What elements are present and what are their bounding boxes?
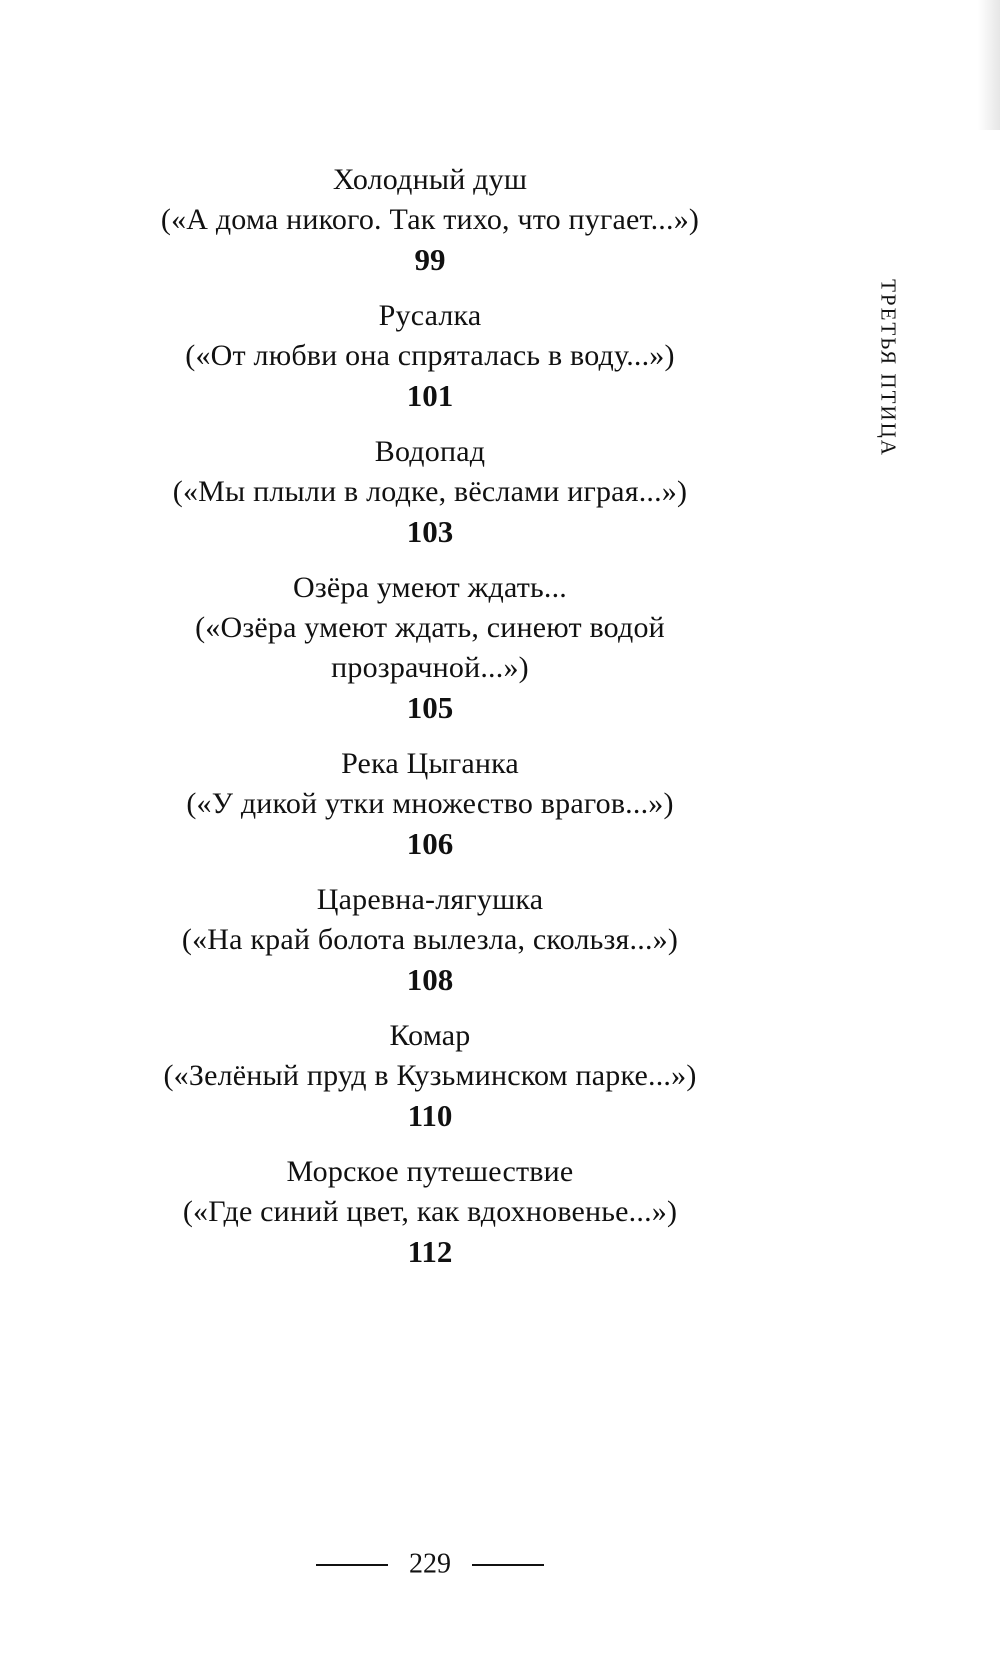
poem-first-line: («Зелёный пруд в Кузьминском парке...») [163,1059,697,1092]
page-number: 103 [406,514,454,549]
poem-title: Морское путешествие [286,1155,574,1188]
poem-title: Озёра умеют ждать... [293,571,567,604]
poem-title: Русалка [378,299,482,332]
toc-entry [110,880,750,1000]
poem-title: Холодный душ [332,163,528,196]
page-number: 101 [406,378,454,413]
page-number: 105 [406,690,454,725]
poem-first-line: («Мы плыли в лодке, вёслами играя...») [172,475,688,508]
toc-entry [110,1152,750,1272]
page-number: 106 [406,826,454,861]
page-number: 112 [407,1234,453,1269]
toc-entry [110,1016,750,1136]
toc-entry [110,160,750,280]
folio-number: 229 [409,1548,451,1580]
page-number: 110 [407,1098,453,1133]
poem-first-line: («У дикой утки множество врагов...») [186,787,674,820]
toc-entry [110,744,750,864]
table-of-contents [110,160,750,1288]
page-folio [0,1547,860,1581]
poem-title: Водопад [374,435,486,468]
running-head: ТРЕТЬЯ ПТИЦА [876,279,901,457]
folio-rule-left [316,1564,388,1566]
poem-title: Река Цыганка [341,747,519,780]
page-number: 99 [414,242,446,277]
toc-entry [110,568,750,728]
poem-first-line: («А дома никого. Так тихо, что пугает...») [160,203,700,236]
poem-first-line: («На край болота вылезла, скользя...») [181,923,679,956]
poem-first-line: («Озёра умеют ждать, синеют водой прозрачной...») [195,611,665,684]
poem-title: Царевна-лягушка [316,883,544,916]
poem-title: Комар [389,1019,471,1052]
poem-first-line: («Где синий цвет, как вдохновенье...») [182,1195,678,1228]
poem-first-line: («От любви она спряталась в воду...») [185,339,675,372]
toc-entry [110,432,750,552]
page-edge-shadow [978,0,1000,130]
toc-entry [110,296,750,416]
folio-rule-right [472,1564,544,1566]
page-number: 108 [406,962,454,997]
